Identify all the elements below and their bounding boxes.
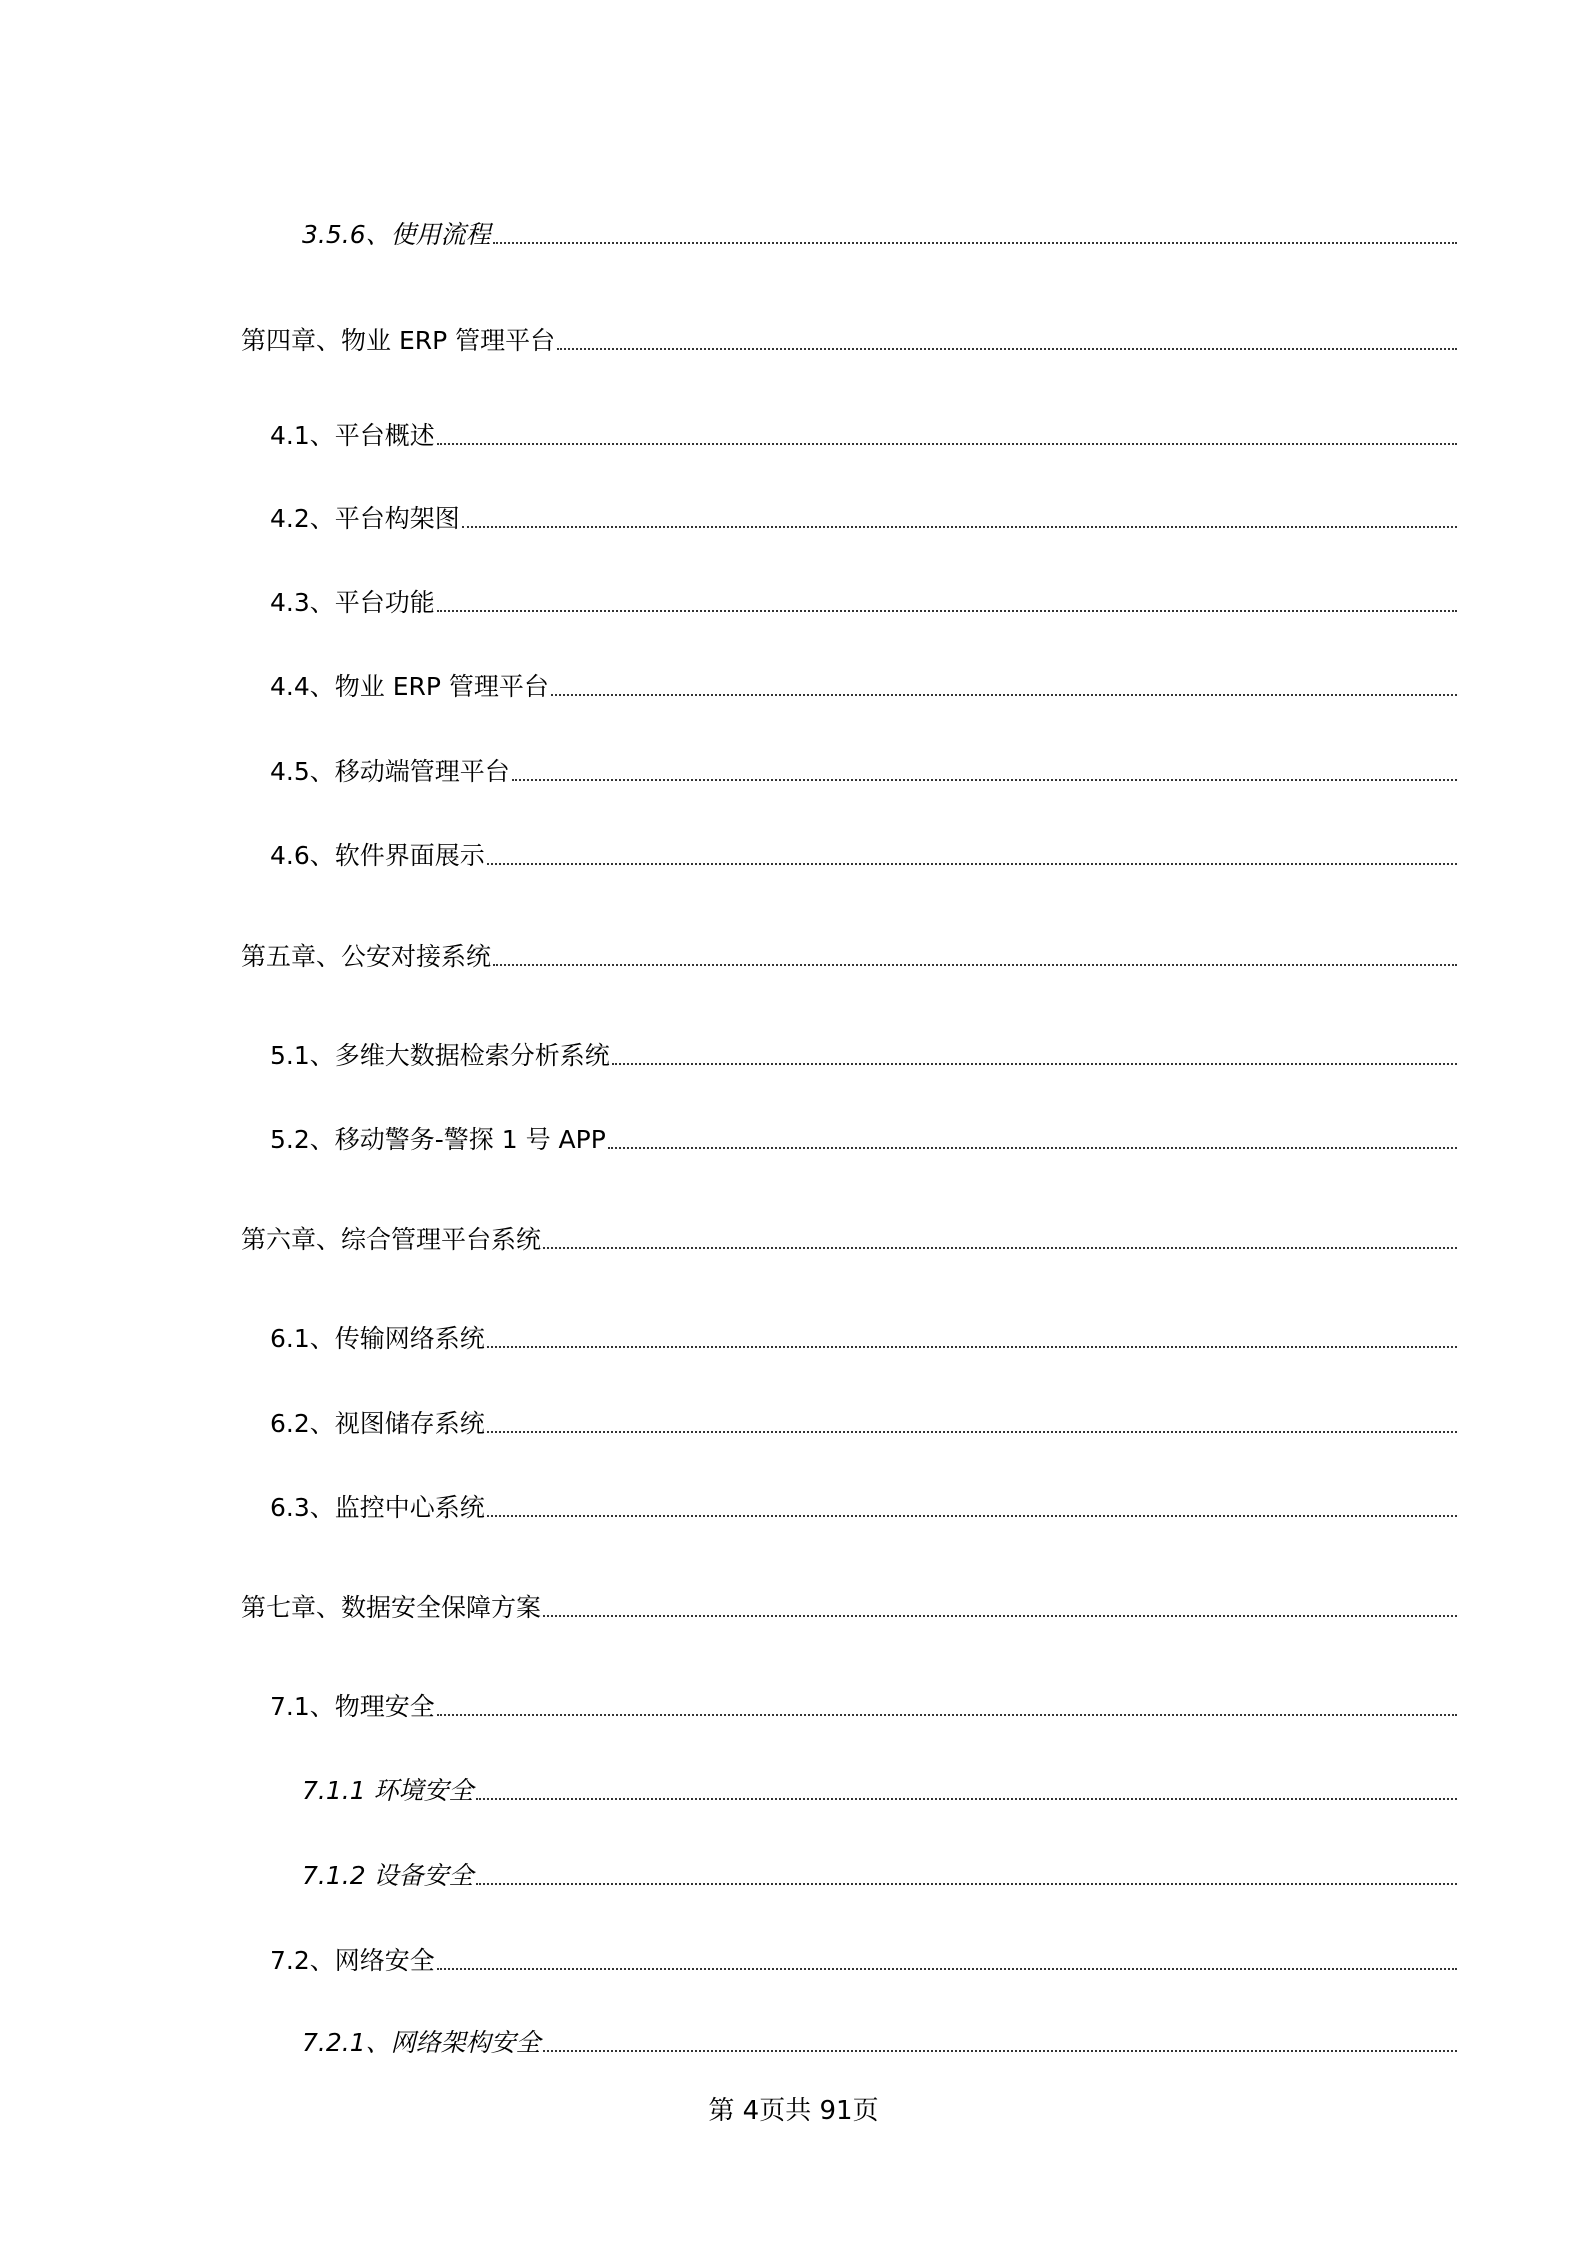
toc-entry-label: 4.6、软件界面展示: [270, 841, 485, 870]
toc-entry[interactable]: [270, 502, 1457, 536]
toc-entry[interactable]: [270, 1944, 1457, 1978]
toc-entry[interactable]: [270, 1491, 1457, 1525]
toc-entry[interactable]: [270, 1407, 1457, 1441]
dot-leader: [487, 1346, 1457, 1348]
toc-entry-label: 7.1.1 环境安全: [302, 1776, 474, 1805]
dot-leader: [437, 1714, 1457, 1716]
toc-entry[interactable]: [270, 419, 1457, 453]
toc-entry-label: 6.2、视图储存系统: [270, 1409, 485, 1438]
toc-entry[interactable]: [302, 1859, 1457, 1893]
toc-entry[interactable]: [270, 586, 1457, 620]
toc-entry-label: 3.5.6、使用流程: [302, 220, 491, 249]
toc-entry[interactable]: [302, 2026, 1457, 2060]
toc-entry[interactable]: [270, 839, 1457, 873]
toc-entry-label: 6.1、传输网络系统: [270, 1324, 485, 1353]
toc-entry[interactable]: [302, 218, 1457, 252]
toc-chapter[interactable]: [241, 940, 1457, 974]
dot-leader: [543, 2050, 1457, 2052]
toc-entry[interactable]: [270, 1322, 1457, 1356]
dot-leader: [557, 348, 1457, 350]
toc-entry-label: 4.4、物业 ERP 管理平台: [270, 672, 549, 701]
toc-entry-label: 4.5、移动端管理平台: [270, 757, 510, 786]
toc-entry-label: 第五章、公安对接系统: [241, 942, 492, 971]
dot-leader: [543, 1247, 1457, 1249]
toc-chapter[interactable]: [241, 324, 1457, 358]
toc-chapter[interactable]: [241, 1223, 1457, 1257]
toc-entry-label: 4.3、平台功能: [270, 588, 435, 617]
toc-entry[interactable]: [270, 670, 1457, 704]
toc-entry[interactable]: [270, 1039, 1457, 1073]
dot-leader: [487, 1431, 1457, 1433]
dot-leader: [551, 694, 1457, 696]
dot-leader: [512, 779, 1457, 781]
toc-chapter[interactable]: [241, 1591, 1457, 1625]
toc-entry-label: 7.1、物理安全: [270, 1692, 435, 1721]
toc-entry-label: 第七章、数据安全保障方案: [241, 1593, 542, 1622]
dot-leader: [437, 610, 1457, 612]
toc-entry-label: 7.1.2 设备安全: [302, 1861, 474, 1890]
toc-entry-label: 4.1、平台概述: [270, 421, 435, 450]
toc-entry-label: 第六章、综合管理平台系统: [241, 1225, 542, 1254]
dot-leader: [476, 1883, 1457, 1885]
dot-leader: [612, 1063, 1457, 1065]
toc-entry[interactable]: [270, 755, 1457, 789]
toc-entry-label: 7.2.1、网络架构安全: [302, 2028, 541, 2057]
toc-entry-label: 7.2、网络安全: [270, 1946, 435, 1975]
toc-entry-label: 5.1、多维大数据检索分析系统: [270, 1041, 610, 1070]
toc-entry[interactable]: [270, 1123, 1457, 1157]
dot-leader: [462, 526, 1457, 528]
dot-leader: [493, 242, 1457, 244]
toc-entry[interactable]: [270, 1690, 1457, 1724]
toc-entry-label: 6.3、监控中心系统: [270, 1493, 485, 1522]
toc-entry[interactable]: [302, 1774, 1457, 1808]
dot-leader: [493, 964, 1457, 966]
dot-leader: [543, 1615, 1457, 1617]
dot-leader: [608, 1147, 1457, 1149]
dot-leader: [437, 1968, 1457, 1970]
toc-entry-label: 4.2、平台构架图: [270, 504, 460, 533]
dot-leader: [487, 863, 1457, 865]
toc-entry-label: 5.2、移动警务-警探 1 号 APP: [270, 1125, 606, 1154]
page-number-footer: 第 4页共 91页: [708, 2096, 879, 2126]
dot-leader: [487, 1515, 1457, 1517]
dot-leader: [437, 443, 1457, 445]
toc-entry-label: 第四章、物业 ERP 管理平台: [241, 326, 556, 355]
dot-leader: [476, 1798, 1457, 1800]
